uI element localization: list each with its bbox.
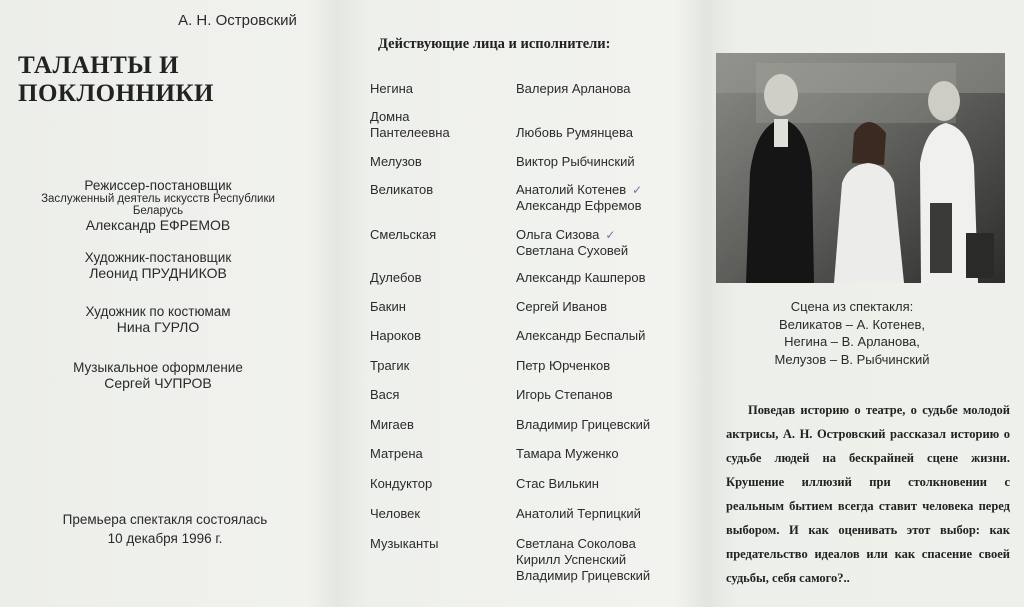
credit-name: Нина ГУРЛО [116,319,200,335]
author-name: А. Н. Островский [178,12,297,29]
scene-photo-illustration [716,53,1005,283]
cast-actor: Тамара Муженко [516,446,619,461]
checkmark-icon: ✓ [605,228,616,242]
cast-role: Дулебов [370,270,422,285]
caption-line: Великатов – А. Котенев, [778,316,925,332]
cast-actor: Стас Вилькин [516,476,599,491]
cast-actor: Владимир Грицевский [516,417,651,432]
play-title: ТАЛАНТЫ И ПОКЛОННИКИ [18,52,215,107]
caption-line: Мелузов – В. Рыбчинский [774,351,930,367]
credit-honor: Заслуженный деятель искусств Республики Беларусь [41,193,275,217]
credit-role: Художник по костюмам [85,304,231,319]
cast-actors [516,182,691,214]
cast-role: Мелузов [370,154,422,169]
premiere-date: 10 декабря 1996 г. [107,531,223,546]
credit-designer [18,250,298,281]
cast-role: Кондуктор [370,476,433,491]
credit-costumes [18,304,298,335]
cast-actor: Валерия Арланова [516,81,631,96]
scene-photo [716,53,1005,283]
cast-actor: Александр Ефремов [516,198,642,213]
cast-actor: Виктор Рыбчинский [516,154,635,169]
credit-role: Музыкальное оформление [73,360,243,375]
credit-music [18,360,298,391]
cast-role: Человек [370,506,421,521]
credit-role: Художник-постановщик [84,250,232,265]
cast-actor: Петр Юрченков [516,358,611,373]
cast-actor: Анатолий Котенев [516,182,627,197]
credit-name: Сергей ЧУПРОВ [104,375,212,391]
credit-role: Режиссер-постановщик [84,178,232,193]
cast-actor: Александр Беспалый [516,328,646,343]
credit-name: Александр ЕФРЕМОВ [85,217,231,233]
story-paragraph: Поведав историю о театре, о судьбе молодой актрисы, А. Н. Островский рассказал историю о судьбе людей на бескрайней сцене жизни. Крушение иллюзий при столкновении с реальным бытием всегда ставит человека перед выбором. И как оценивать этот выбор: как предательство идеалов или как спасение своей судьбы, себя самого?.. [726,403,1010,585]
checkmark-icon: ✓ [632,183,643,197]
cast-actor: Любовь Румянцева [516,125,633,140]
cast-role: Негина [370,81,414,96]
cast-actor: Владимир Грицевский [516,568,651,583]
cast-role: Бакин [370,299,406,314]
credit-name: Леонид ПРУДНИКОВ [89,265,227,281]
cast-role: Нароков [370,328,422,343]
cast-actor: Сергей Иванов [516,299,608,314]
credit-director [18,178,298,233]
cast-role: Матрена [370,446,423,461]
cast-role: Трагик [370,358,410,373]
cast-actor: Ольга Сизова [516,227,600,242]
photo-caption [752,298,952,368]
caption-title: Сцена из спектакля: [790,299,914,314]
cast-role: Домна Пантелеевна [370,109,450,140]
cast-actor: Александр Кашперов [516,270,646,285]
cast-role: Великатов [370,182,434,197]
cast-actor: Игорь Степанов [516,387,613,402]
cast-actor: Анатолий Терпицкий [516,506,641,521]
cast-actor: Кирилл Успенский [516,552,627,567]
premiere-line: Премьера спектакля состоялась [62,512,268,527]
cast-role: Вася [370,387,400,402]
cast-actor: Светлана Соколова [516,536,636,551]
cast-role: Смельская [370,227,437,242]
premiere-note [55,510,275,548]
caption-line: Негина – В. Арланова, [784,334,920,349]
cast-actor: Светлана Суховей [516,243,629,258]
cast-heading: Действующие лица и исполнители: [378,36,611,52]
cast-actors [516,227,691,259]
cast-role: Музыканты [370,536,439,551]
cast-actors [516,536,691,584]
cast-role: Мигаев [370,417,414,432]
